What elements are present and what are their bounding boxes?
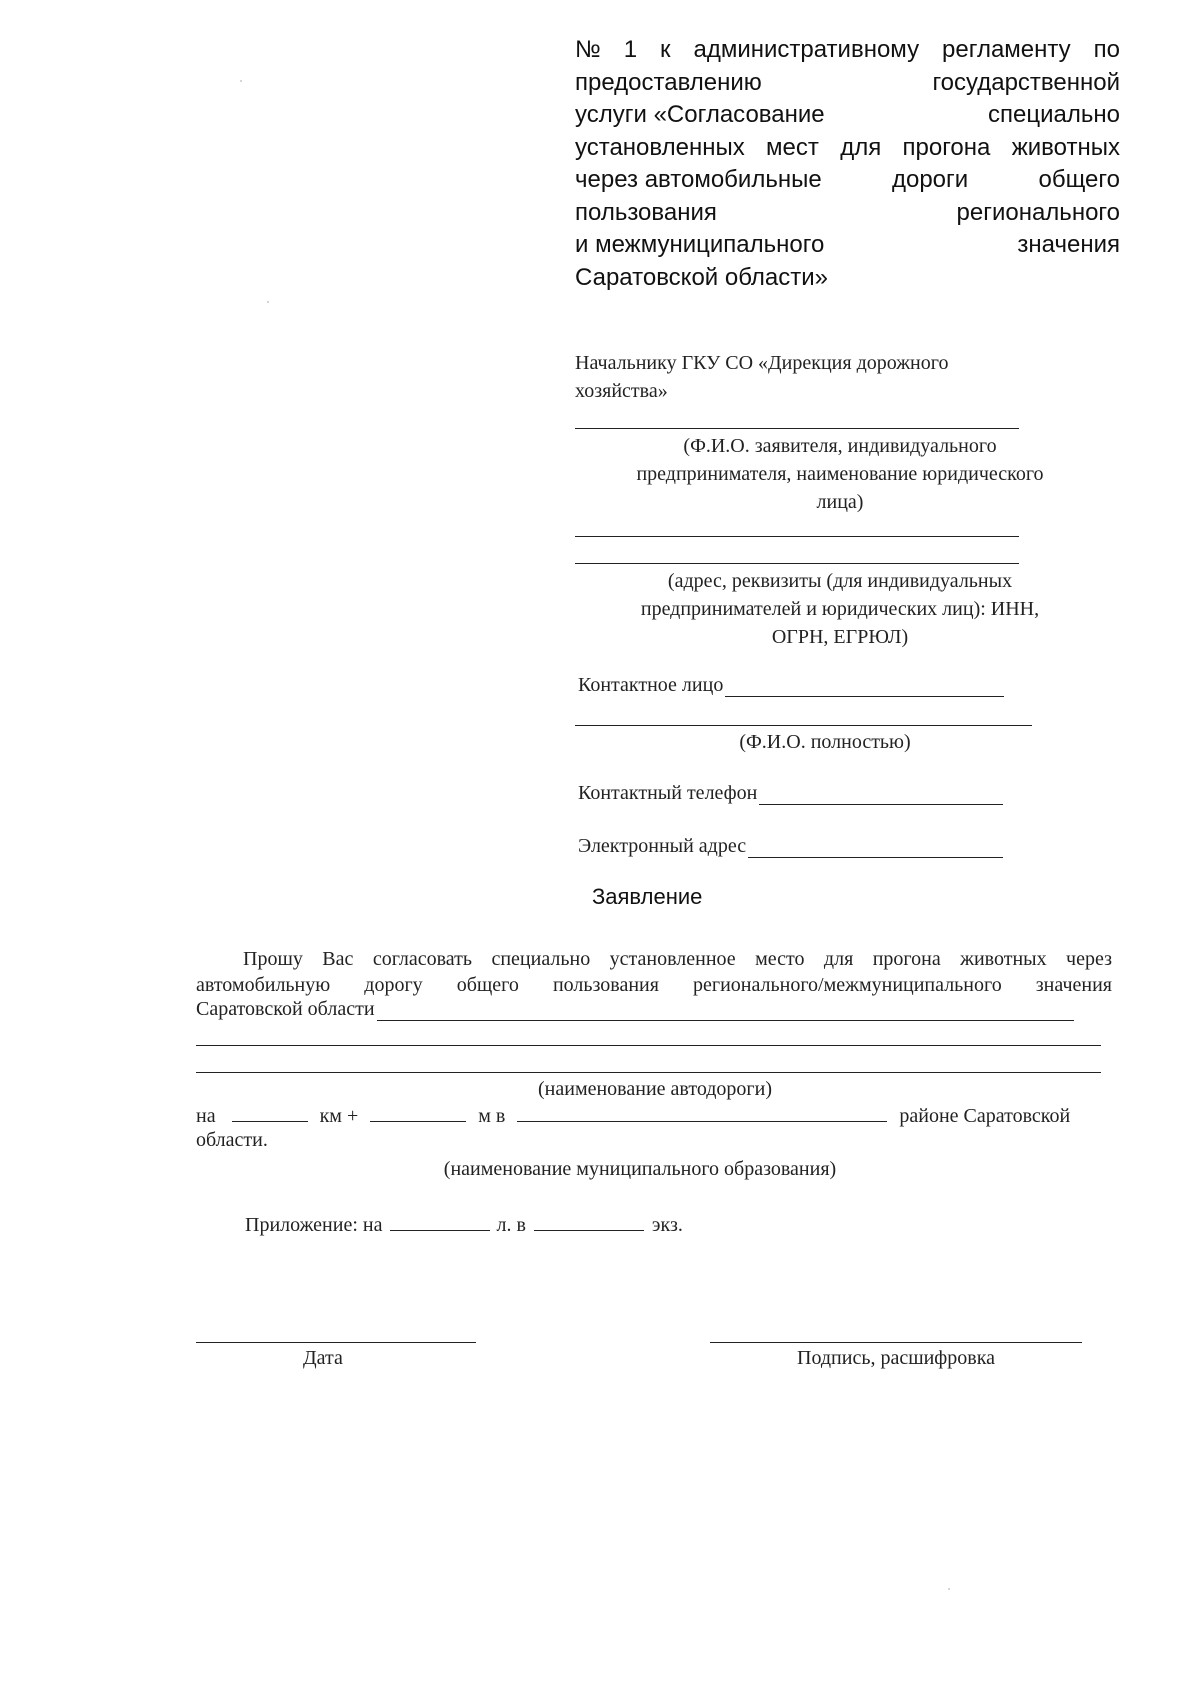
header-word: мест: [766, 133, 819, 161]
header-line: [575, 197, 1120, 230]
header-word: №: [575, 36, 601, 63]
appendix-sheets-label: л. в: [496, 1214, 526, 1236]
email-row: [578, 835, 1003, 858]
requisites-field-2[interactable]: [575, 563, 1019, 564]
road-name-field-3[interactable]: [196, 1072, 1101, 1073]
date-label: Дата: [303, 1347, 343, 1369]
applicant-note-line: лица): [816, 491, 864, 513]
phone-field[interactable]: [759, 784, 1003, 805]
date-field[interactable]: [196, 1342, 476, 1343]
header-word: установленных: [575, 133, 745, 161]
location-row: [196, 1103, 1112, 1128]
header-line: [575, 262, 1120, 295]
header-word: регламенту: [942, 36, 1071, 63]
district-label: районе Саратовской: [899, 1105, 1071, 1127]
requisites-note-line: ОГРН, ЕГРЮЛ): [771, 626, 909, 648]
contact-person-row: [578, 674, 1004, 697]
road-name-field-1[interactable]: [377, 1000, 1074, 1021]
scan-speck: [948, 1588, 950, 1590]
applicant-note-line: (Ф.И.О. заявителя, индивидуального: [683, 435, 997, 457]
meter-field[interactable]: [370, 1103, 466, 1122]
appendix-row: [245, 1212, 683, 1237]
km-field[interactable]: [232, 1103, 308, 1122]
requisites-field-1[interactable]: [575, 536, 1019, 537]
region-label: Саратовской области: [196, 998, 375, 1020]
addressee-line-1: Начальнику ГКУ СО «Дирекция дорожного: [575, 352, 949, 374]
header-line: [575, 132, 1120, 165]
signature-label: Подпись, расшифровка: [797, 1347, 995, 1369]
header-word: Саратовской области»: [575, 263, 828, 291]
contact-person-field[interactable]: [725, 676, 1004, 697]
requisites-note: [580, 567, 1100, 651]
appendix-sheets-field[interactable]: [390, 1212, 490, 1231]
header-line: [575, 229, 1120, 262]
request-para-line-3: [196, 998, 1074, 1021]
district-field[interactable]: [517, 1103, 887, 1122]
contact-person-note: (Ф.И.О. полностью): [739, 731, 911, 753]
requisites-note-line: (адрес, реквизиты (для индивидуальных: [667, 570, 1013, 592]
applicant-note-line: предпринимателя, наименование юридического: [636, 463, 1044, 485]
request-para-line-2: [196, 972, 1112, 998]
header-word: к: [660, 36, 671, 63]
header-word: животных: [1011, 133, 1120, 161]
signature-field[interactable]: [710, 1342, 1082, 1343]
header-word: государственной: [932, 68, 1120, 96]
header-word: 1: [623, 36, 638, 63]
appendix-copies-label: экз.: [651, 1214, 683, 1236]
header-word: прогона: [902, 133, 991, 161]
header-word: пользования: [575, 198, 717, 226]
request-text: автомобильную дорогу общего пользования регионального/межмуниципального значения: [196, 974, 1112, 996]
requisites-note-line: предпринимателей и юридических лиц): ИНН,: [640, 598, 1040, 620]
header-line: [575, 164, 1120, 197]
header-word: административному: [693, 36, 920, 63]
header-word: специально: [988, 101, 1120, 128]
meter-label: м в: [478, 1105, 506, 1127]
road-note: (наименование автодороги): [538, 1078, 772, 1100]
document-title: Заявление: [592, 884, 703, 909]
appendix-copies-field[interactable]: [534, 1212, 644, 1231]
header-word: значения: [1017, 231, 1120, 258]
header-line: [575, 99, 1120, 132]
header-word: дороги: [891, 166, 969, 193]
km-prefix: на: [196, 1105, 216, 1127]
municipality-note: (наименование муниципального образования): [443, 1158, 837, 1180]
scan-speck: [267, 301, 269, 303]
applicant-name-field[interactable]: [575, 428, 1019, 429]
region-end: области.: [196, 1129, 268, 1151]
header-word: услуги «Согласование: [575, 101, 825, 128]
header-word: регионального: [956, 198, 1120, 226]
phone-row: [578, 782, 1003, 805]
header-line: [575, 34, 1120, 67]
contact-person-field-2[interactable]: [575, 725, 1032, 726]
header-word: для: [840, 133, 882, 161]
email-label: Электронный адрес: [578, 835, 747, 857]
appendix-label: Приложение: на: [245, 1214, 383, 1236]
header-line: [575, 67, 1120, 100]
email-field[interactable]: [748, 837, 1003, 858]
header-word: и межмуниципального: [575, 231, 825, 258]
applicant-note: [580, 432, 1100, 516]
header-word: через автомобильные: [575, 166, 822, 193]
contact-person-label: Контактное лицо: [578, 674, 724, 696]
road-name-field-2[interactable]: [196, 1045, 1101, 1046]
header-word: по: [1093, 36, 1120, 63]
appendix-header: [575, 34, 1120, 294]
addressee-line-2: хозяйства»: [575, 380, 668, 402]
header-word: предоставлению: [575, 68, 762, 96]
phone-label: Контактный телефон: [578, 782, 758, 804]
request-text: Прошу Вас согласовать специально установленное место для прогона животных через: [243, 948, 1112, 970]
scan-speck: [240, 80, 242, 82]
header-word: общего: [1038, 166, 1120, 193]
request-para-line-1: [243, 946, 1112, 972]
km-label: км +: [319, 1105, 359, 1127]
